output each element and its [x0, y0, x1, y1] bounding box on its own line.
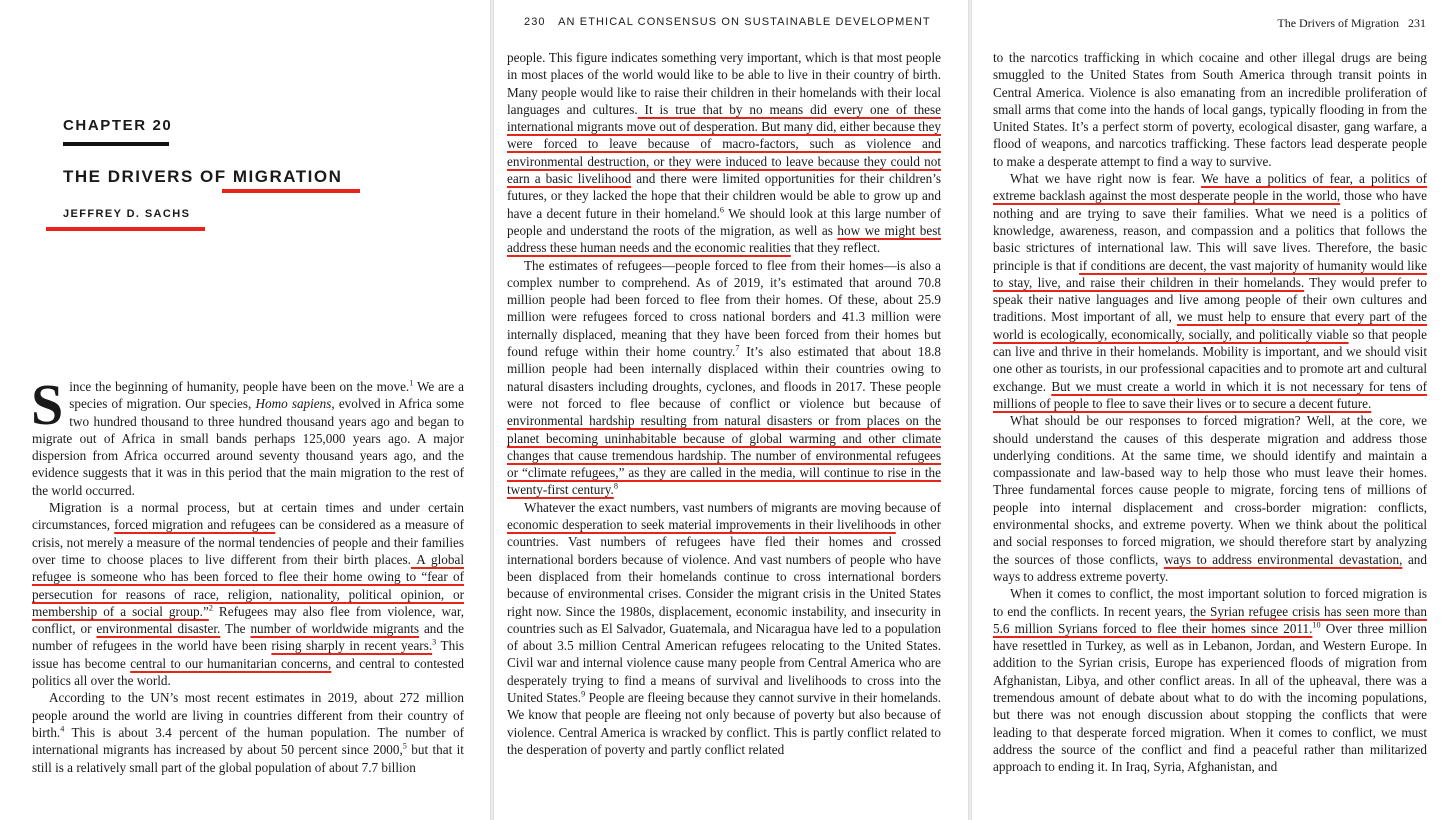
text: Refugees may also flee from violence, war, conflict, or: [32, 603, 464, 637]
highlight: rising sharply in recent years.: [271, 638, 433, 654]
text: Migration is a normal process, but at certain times and under certain circumstances,: [32, 500, 464, 533]
text: We should look at this large number of people and understand the roots of the migration, as well as: [507, 205, 941, 238]
text: people. This figure indicates something very important, which is that most people in most places of the world would like to be able to live in their country of birth. Many people would like to raise their children in their homelands with their local languages and cultures.: [507, 50, 941, 117]
middle-page-body: [507, 49, 941, 758]
author-name: JEFFREY D. SACHS: [63, 208, 191, 220]
paragraph: [31, 372, 464, 499]
highlight: A global refugee is someone who has been forced to flee their home owing to “fear of persecution for reasons of race, religion, nationality, political opinion, or membership of a social group.”: [32, 551, 465, 619]
left-page: [0, 0, 490, 820]
highlight: economic desperation to seek material improvements in their livelihoods: [507, 517, 896, 533]
middle-page: [494, 0, 968, 820]
text: Over three million have resettled in Turkey, as well as in Lebanon, Jordan, and Western Europe. In addition to the Syrian crisis, Europe has experienced floods of migration from Afghanistan, Libya, and other conflict areas. In all of the upheaval, there was a tremendous amount of debate about what to do with the incoming populations, but there was not enough discussion about stopping the conflicts that were leading to that desperate forced migration. When it comes to conflict, we must address the source of the conflict and find a peaceful rather than militarized approach to ending it. In Iraq, Syria, Afghanistan, and: [993, 620, 1427, 775]
right-page: [972, 0, 1456, 820]
text: ince the beginning of humanity, people have been on the move.: [69, 379, 410, 394]
left-page-body: [31, 372, 465, 776]
text: so that people can live and thrive in their homelands. Mobility is important, and we should visit one other as tourists, in our professional capacities and to promote art and cultural exchange.: [993, 326, 1427, 394]
text: in other countries. Vast numbers of refugees have fled their homes and crossed international borders because of violence. And vast numbers of people who have been displaced from their homelands continue to cross international borders because of environmental crises. Consider the migrant crisis in the United States right now. Since the 1980s, displacement, economic instability, and insecurity in countries such as El Salvador, Guatemala, and Nicaragua have led to a population of about 3.5 million Central American refugees relocating to the United States. Civil war and internal violence cause many people from Central America who are desperately trying to find a means of survival and livelihoods to cross into the United States.: [507, 517, 941, 705]
text: The: [220, 621, 251, 637]
text: The estimates of refugees—people forced to flee from their homes—is also a complex number to comprehend. As of 2019, it’s estimated that around 70.8 million people had been forced to flee from their homes. Of these, about 25.9 million were refugees forced to cross national borders and 41.3 million were internally displaced, meaning that they have been forced from their homes but found refuge within their home country.: [507, 257, 941, 360]
footnote-ref: 8: [613, 482, 618, 492]
text: This is about 3.4 percent of the human population. The number of international migrants has increased by about 50 percent since 2000,: [32, 724, 464, 758]
text: When it comes to conflict, the most important solution to forced migration is to end the conflicts. In recent years,: [993, 586, 1427, 619]
footnote-ref: 3: [432, 638, 437, 648]
footnote-ref: 9: [581, 689, 586, 699]
page-number: 231: [1408, 16, 1426, 30]
text: and central to contested politics all over the world.: [32, 655, 464, 689]
text: This issue has become: [32, 638, 464, 671]
chapter-rule: [63, 142, 169, 146]
paragraph: [993, 585, 1427, 775]
text: but that it still is a relatively small part of the global population of about 7.7 billion: [32, 742, 464, 775]
footnote-ref: 1: [409, 378, 414, 388]
highlight: forced migration and refugees: [114, 517, 276, 533]
paragraph: [507, 257, 941, 499]
highlight: environmental disaster.: [96, 621, 221, 637]
drop-cap: S: [31, 372, 64, 437]
paragraph: [507, 49, 941, 257]
text: What we have right now is fear.: [1010, 171, 1202, 187]
text: Whatever the exact numbers, vast numbers of migrants are moving because of: [524, 499, 941, 515]
highlight: But we must create a world in which it is not necessary for tens of millions of people to flee to save their lives or to secure a decent future.: [993, 378, 1427, 411]
text: can be considered as a measure of crisis, not merely a measure of the normal tendencies of people and their families over time to choose places to live different from their birth places.: [32, 517, 464, 567]
highlight: It is true that by no means did every one of these international migrants move out of desperation. But many did, either because they were forced to leave because of macro-factors, such as violence and environmental destruction, or they were induced to leave because they could not earn a basic livelihood: [507, 101, 941, 187]
text: those who have nothing and are trying to save their families. What we need is a politics of knowledge, awareness, reason, and compassion and a politics that follows the basic strictures of international law. This will save lives. Therefore, the basic principle is that: [993, 188, 1427, 273]
text: They would prefer to speak their native languages and live among people of their own cultures and traditions. Most important of all,: [993, 274, 1427, 325]
right-page-body: [993, 49, 1427, 775]
highlight: We have a politics of fear, a politics of extreme backlash against the most desperate people in the world,: [993, 171, 1427, 204]
text: We are a species of migration. Our species,: [69, 379, 464, 412]
text: What should be our responses to forced migration? Well, at the core, we should understand the causes of this desperate migration and address those underlying conditions. At the same time, we should identify and maintain a compassionate and law-based way to help those who must leave their homes. Three fundamental forces cause people to migrate, forcing tens of millions of people into internal displacement and cross-border migration: conflicts, environmental shocks, and extreme poverty. When we think about the political and social responses to forced migration, we should therefore start by analyzing the sources of those conflicts,: [993, 413, 1427, 567]
text: According to the UN’s most recent estimates in 2019, about 272 million people around the world are living in countries different from their country of birth.: [32, 690, 464, 740]
running-head: The Drivers of Migration: [1277, 16, 1399, 30]
text: to the narcotics trafficking in which cocaine and other illegal drugs are being smuggled to the United States from South America through transit points in Central America. Violence is also emanating from an incredible proliferation of small arms that come into the hands of local gangs, typically flooding in from the United States. It’s a perfect storm of poverty, ecological disaster, gang warfare, a flood of weapons, and narcotics trafficking. These factors lead desperate people to make a desperate attempt to find a way to survive.: [993, 50, 1427, 169]
title-highlight-mark: [222, 189, 360, 193]
footnote-ref: 6: [719, 205, 725, 215]
running-header: [1277, 16, 1426, 31]
highlight: how we might best address these human needs and the economic realities: [507, 222, 941, 256]
paragraph: [993, 412, 1427, 585]
highlight: the Syrian refugee crisis has seen more than 5.6 million Syrians forced to flee their homes since 2011.: [993, 603, 1427, 636]
text: People are fleeing because they cannot survive in their homelands. We know that people are fleeing not only because of poverty but also because of violence. Central America is wracked by conflict. This is partly conflict related to the desperation of poverty and partly conflict related: [507, 689, 941, 757]
page-number: 230: [524, 16, 546, 28]
footnote-ref: 2: [208, 603, 213, 613]
footnote-ref: 5: [402, 741, 407, 751]
text: , evolved in Africa some two hundred thousand to three hundred thousand years ago and began to migrate out of Africa in small bands perhaps 125,000 years ago. A major dispersion from Africa occurred around seventy thousand years ago, and the evidence suggests that it was in this period that the main migration to the rest of the world occurred.: [32, 396, 464, 498]
author-highlight-mark: [46, 227, 205, 231]
text: that they reflect.: [790, 240, 881, 256]
title-prefix: THE DRIVERS OF: [63, 167, 233, 186]
highlight: number of worldwide migrants: [250, 621, 420, 637]
paragraph: [32, 499, 464, 689]
paragraph: [32, 689, 464, 775]
running-header: [524, 16, 931, 28]
chapter-title: [63, 167, 342, 187]
highlight: central to our humanitarian concerns,: [130, 655, 332, 671]
paragraph: [993, 49, 1427, 170]
footnote-ref: 7: [735, 343, 740, 353]
running-head: AN ETHICAL CONSENSUS ON SUSTAINABLE DEVELOPMENT: [558, 16, 931, 28]
text: and ways to address extreme poverty.: [993, 551, 1427, 584]
title-highlight: MIGRATION: [232, 167, 343, 186]
paragraph: [507, 499, 941, 758]
footnote-ref: 10: [1312, 620, 1321, 630]
paragraph: [993, 170, 1427, 412]
highlight: we must help to ensure that every part of the world is ecologically, economically, socially, and politically viable: [993, 309, 1427, 342]
highlight: ways to address environmental devastation,: [1163, 551, 1403, 567]
footnote-ref: 4: [60, 724, 65, 734]
text: It’s also estimated that about 18.8 million people had been internally displaced within their countries owing to natural disasters including droughts, cyclones, and floods in 2017. These people were not forced to flee because of conflict or violence but because of: [507, 344, 941, 411]
species-name: Homo sapiens: [255, 396, 332, 412]
highlight: if conditions are decent, the vast majority of humanity would like to stay, live, and raise their children in their homelands.: [993, 257, 1427, 290]
text: and the number of refugees in the world have been: [32, 621, 465, 654]
text: and there were limited opportunities for their children’s futures, or they lacked the hope that their children would be able to grow up and have a decent future in their homeland.: [507, 171, 941, 221]
chapter-number: CHAPTER 20: [63, 117, 173, 134]
highlight: environmental hardship resulting from natural disasters or from places on the planet becoming uninhabitable because of global warming and other climate changes that cause tremendous hardship. The number of environmental refugees or “climate refugees,” as they are called in the media, will continue to rise in the twenty-first century.: [507, 413, 941, 498]
